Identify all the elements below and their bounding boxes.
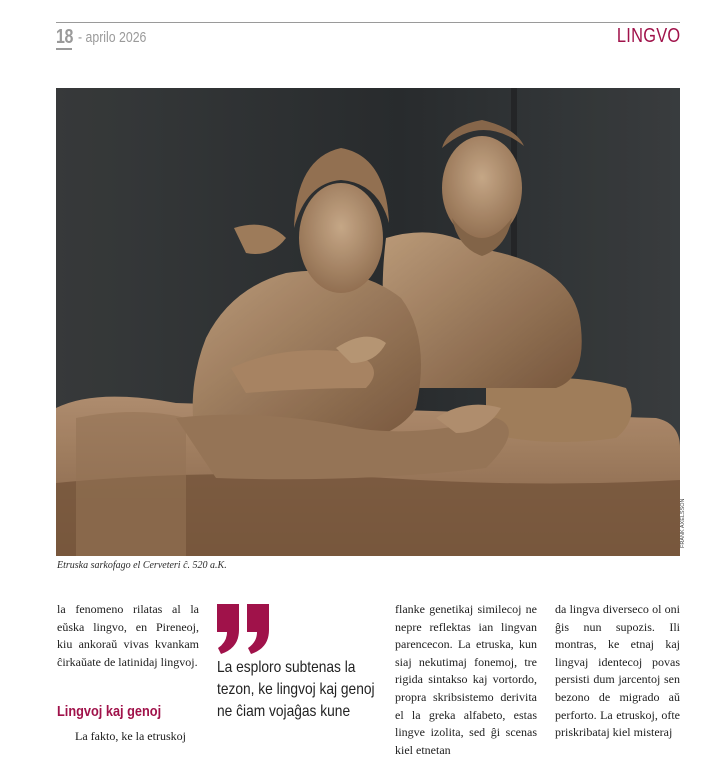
header-rule [56, 22, 680, 23]
photo-caption: Etruska sarkofago el Cerveteri ĉ. 520 a.K. [57, 560, 227, 571]
column-3-paragraph: flanke genetikaj similecoj ne nepre reflektas ian lingvan parencecon. La etruska, kun siaj nekutimaj fonemoj, tre rigida sintakso kaj vortordo, propra skribsistemo derivita el la greka alfabeto, estas lingve izolita, sed ĝi scenas kiel etnetan [395, 602, 537, 757]
pull-quote: La esploro subtenas la tezon, ke lingvoj kaj genoj ne ĉiam vojaĝas kune [217, 659, 375, 720]
article-column-3 [395, 601, 537, 759]
subheading: Lingvoj kaj genoj [57, 703, 162, 720]
article-column-4 [555, 601, 680, 742]
section-name: LINGVO [616, 25, 680, 47]
sarcophagus-photo [56, 88, 680, 556]
article-column-1 [57, 601, 199, 671]
issue-date: - aprilo 2026 [78, 29, 147, 46]
photo-credit: FRANK AXELSSON [680, 498, 686, 548]
column-4-paragraph: da lingva diverseco ol oni ĝis nun supozis. Ili montras, ke etnaj kaj lingvaj identecoj povas persisti dum jarcentoj sen bezono de migrado aŭ perforto. La etruskoj, ofte priskribataj kiel misteraj [555, 602, 680, 740]
page-number: 18 [56, 26, 73, 48]
column-1-paragraph: la fenomeno rilatas al la eŭska lingvo, en Pireneoj, kiu ankoraŭ vivas kvankam ĉirkaŭate de latinidaj lingvoj. [57, 602, 199, 669]
page-number-underline [56, 48, 72, 50]
column-1-continuation: La fakto, ke la etruskoj [75, 729, 186, 743]
quote-mark-icon [215, 604, 273, 661]
